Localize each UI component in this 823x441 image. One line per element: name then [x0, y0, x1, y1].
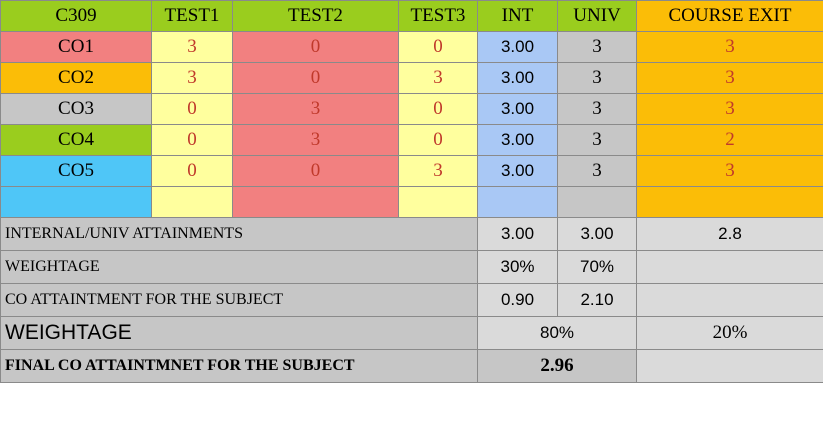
test2-header: TEST2 [233, 1, 399, 32]
int-cell: 3.00 [478, 125, 558, 156]
empty-cell [399, 187, 478, 218]
univ-cell: 3 [558, 156, 637, 187]
empty-cell [233, 187, 399, 218]
int-cell: 3.00 [478, 32, 558, 63]
final-value: 2.96 [478, 350, 637, 383]
test3-cell: 3 [399, 156, 478, 187]
weightage2-label: WEIGHTAGE [1, 317, 478, 350]
univ-cell: 3 [558, 125, 637, 156]
final-label: FINAL CO ATTAINTMNET FOR THE SUBJECT [1, 350, 478, 383]
co-attainment-label: CO ATTAINTMENT FOR THE SUBJECT [1, 284, 478, 317]
weightage-row [1, 251, 823, 284]
test2-cell: 0 [233, 32, 399, 63]
co-label: CO4 [1, 125, 152, 156]
co-label: CO1 [1, 32, 152, 63]
test1-cell: 0 [152, 156, 233, 187]
test2-cell: 0 [233, 156, 399, 187]
test2-cell: 0 [233, 63, 399, 94]
int-cell: 3.00 [478, 94, 558, 125]
exit-cell: 2 [637, 125, 823, 156]
exit-cell: 3 [637, 32, 823, 63]
test3-cell: 0 [399, 94, 478, 125]
empty-cell [1, 187, 152, 218]
test2-cell: 3 [233, 94, 399, 125]
test1-cell: 3 [152, 63, 233, 94]
course-code-header: C309 [1, 1, 152, 32]
univ-cell: 3 [558, 32, 637, 63]
table-row [1, 32, 823, 63]
test1-cell: 0 [152, 125, 233, 156]
int-cell: 3.00 [478, 63, 558, 94]
int-cell: 3.00 [478, 156, 558, 187]
weightage-univ: 70% [558, 251, 637, 284]
weightage-int: 30% [478, 251, 558, 284]
attainments-univ: 3.00 [558, 218, 637, 251]
table-row [1, 156, 823, 187]
empty-cell [637, 187, 823, 218]
univ-cell: 3 [558, 63, 637, 94]
weightage2-direct: 80% [478, 317, 637, 350]
test3-cell: 0 [399, 125, 478, 156]
attainments-label: INTERNAL/UNIV ATTAINMENTS [1, 218, 478, 251]
empty-cell [478, 187, 558, 218]
final-row [1, 350, 823, 383]
table-row [1, 94, 823, 125]
test3-header: TEST3 [399, 1, 478, 32]
co-label: CO2 [1, 63, 152, 94]
weightage2-exit: 20% [637, 317, 823, 350]
attainments-int: 3.00 [478, 218, 558, 251]
attainments-exit: 2.8 [637, 218, 823, 251]
empty-cell [558, 187, 637, 218]
univ-cell: 3 [558, 94, 637, 125]
empty-row [1, 187, 823, 218]
co-attainment-exit-empty [637, 284, 823, 317]
test2-cell: 3 [233, 125, 399, 156]
header-row [1, 1, 823, 32]
exit-cell: 3 [637, 156, 823, 187]
weightage-label: WEIGHTAGE [1, 251, 478, 284]
co-attainment-int: 0.90 [478, 284, 558, 317]
weightage-exit-empty [637, 251, 823, 284]
co-label: CO5 [1, 156, 152, 187]
exit-cell: 3 [637, 63, 823, 94]
empty-cell [152, 187, 233, 218]
test1-cell: 0 [152, 94, 233, 125]
co-label: CO3 [1, 94, 152, 125]
table-row [1, 63, 823, 94]
weightage2-row [1, 317, 823, 350]
co-attainment-univ: 2.10 [558, 284, 637, 317]
test1-header: TEST1 [152, 1, 233, 32]
final-exit-empty [637, 350, 823, 383]
univ-header: UNIV [558, 1, 637, 32]
test3-cell: 0 [399, 32, 478, 63]
course-exit-header: COURSE EXIT [637, 1, 823, 32]
test1-cell: 3 [152, 32, 233, 63]
test3-cell: 3 [399, 63, 478, 94]
attainments-row [1, 218, 823, 251]
co-attainment-row [1, 284, 823, 317]
table-row [1, 125, 823, 156]
exit-cell: 3 [637, 94, 823, 125]
int-header: INT [478, 1, 558, 32]
